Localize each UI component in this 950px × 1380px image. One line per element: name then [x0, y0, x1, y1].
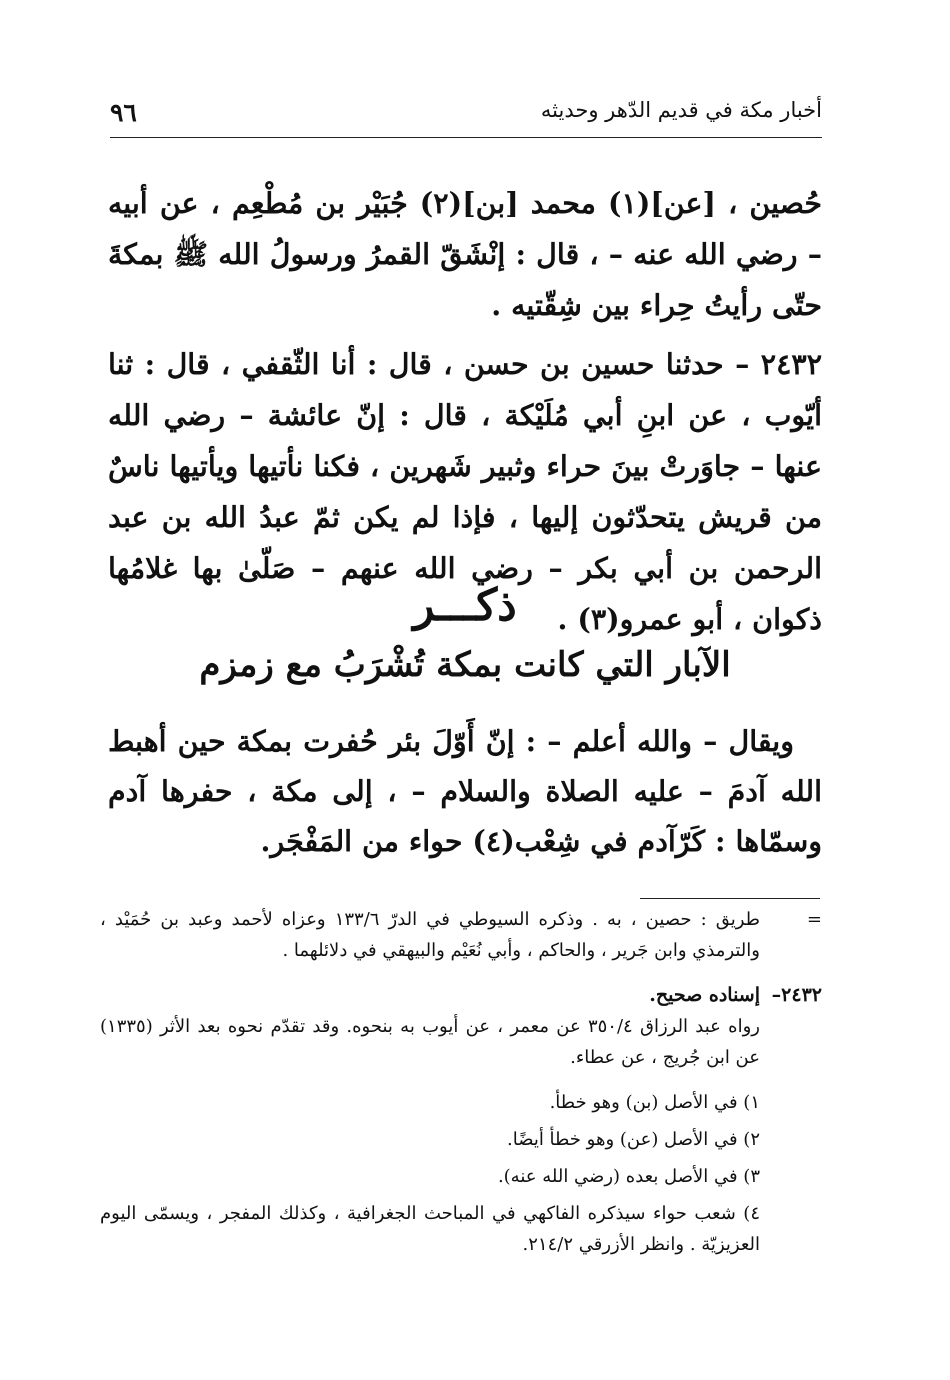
section-heading	[108, 574, 822, 690]
footnotes	[100, 904, 822, 1260]
footnote-note: ٤) شعب حواء سيذكره الفاكهي في المباحث الجغرافية ، وكذلك المفجر ، ويسمّى اليوم العزيزيّة . وانظر الأزرقي ٢١٤/٢.	[100, 1203, 760, 1255]
page-number: ٩٦	[110, 98, 137, 127]
running-title: أخبار مكة في قديم الدّهر وحديثه	[540, 98, 822, 122]
paragraph-2-text: – حدثنا حسين بن حسن ، قال : أنا الثّقفي ، قال : ثنا أيّوب ، عن ابنِ أبي مُلَيْكة ، قال : إنّ عائشة – رضي الله عنها – جاوَرتْ بينَ حراء وثبير شَهرين ، فكنا نأتيها ويأتيها ناسٌ من قريش يتحدّثون إليها ، فإذا لم يكن ثمّ عبدُ الله بن عبد الرحمن بن أبي بكر – رضي الله عنهم – صَلّىٰ بها غلامُها ذكوان ، أبو عمرو(٣) .	[108, 347, 822, 636]
hadith-footnote-marker: ٢٤٣٢–	[771, 984, 822, 1006]
hadith-footnote-text: رواه عبد الرزاق ٣٥٠/٤ عن معمر ، عن أيوب به بنحوه. وقد تقدّم نحوه بعد الأثر (١٣٣٥) عن ابن جُريج ، عن عطاء.	[100, 1016, 760, 1068]
section-heading-title: الآبار التي كانت بمكة تُشْرَبُ مع زمزم	[199, 645, 731, 685]
header-rule	[110, 137, 822, 138]
page-header	[110, 98, 822, 132]
footnote-note: ٣) في الأصل بعده (رضي الله عنه).	[497, 1166, 760, 1187]
section-heading-dhikr: ذكـــر	[413, 580, 517, 631]
footnote-note: ٢) في الأصل (عن) وهو خطأ أيضًا.	[507, 1129, 760, 1150]
footnote-rule	[640, 898, 820, 899]
hadith-number: ٢٤٣٢	[760, 347, 822, 381]
footnote-hadith	[100, 980, 822, 1073]
section-paragraph: ويقال – والله أعلم – : إنّ أَوّلَ بئر حُفرت بمكة حين أهبط الله آدمَ – عليه الصلاة والسلام – ، إلى مكة ، حفرها آدم وسمّاها : كَرّآدم في شِعْب(٤) حواء من المَفْجَر.	[108, 724, 822, 858]
continuation-text: طريق : حصين ، به . وذكره السيوطي في الدرّ ١٣٣/٦ وعزاه لأحمد وعبد بن حُمَيْد ، والترمذي وابن جَرير ، والحاكم ، وأبي نُعَيْم والبيهقي في دلائلهما .	[100, 909, 760, 961]
footnote-note: ١) في الأصل (بن) وهو خطأ.	[549, 1092, 760, 1113]
continuation-marker: =	[806, 909, 822, 930]
hadith-footnote-heading: إسناده صحيح.	[649, 984, 760, 1006]
paragraph-1: حُصين ، [عن](١) محمد [بن](٢) جُبَيْر بن مُطْعِم ، عن أبيه – رضي الله عنه – ، قال : إنْشَقّ القمرُ ورسولُ الله ﷺ بمكةَ حتّى رأيتُ حِراء بين شِقّتيه .	[108, 186, 823, 322]
section-text	[108, 716, 822, 866]
footnote-continuation	[100, 904, 822, 966]
